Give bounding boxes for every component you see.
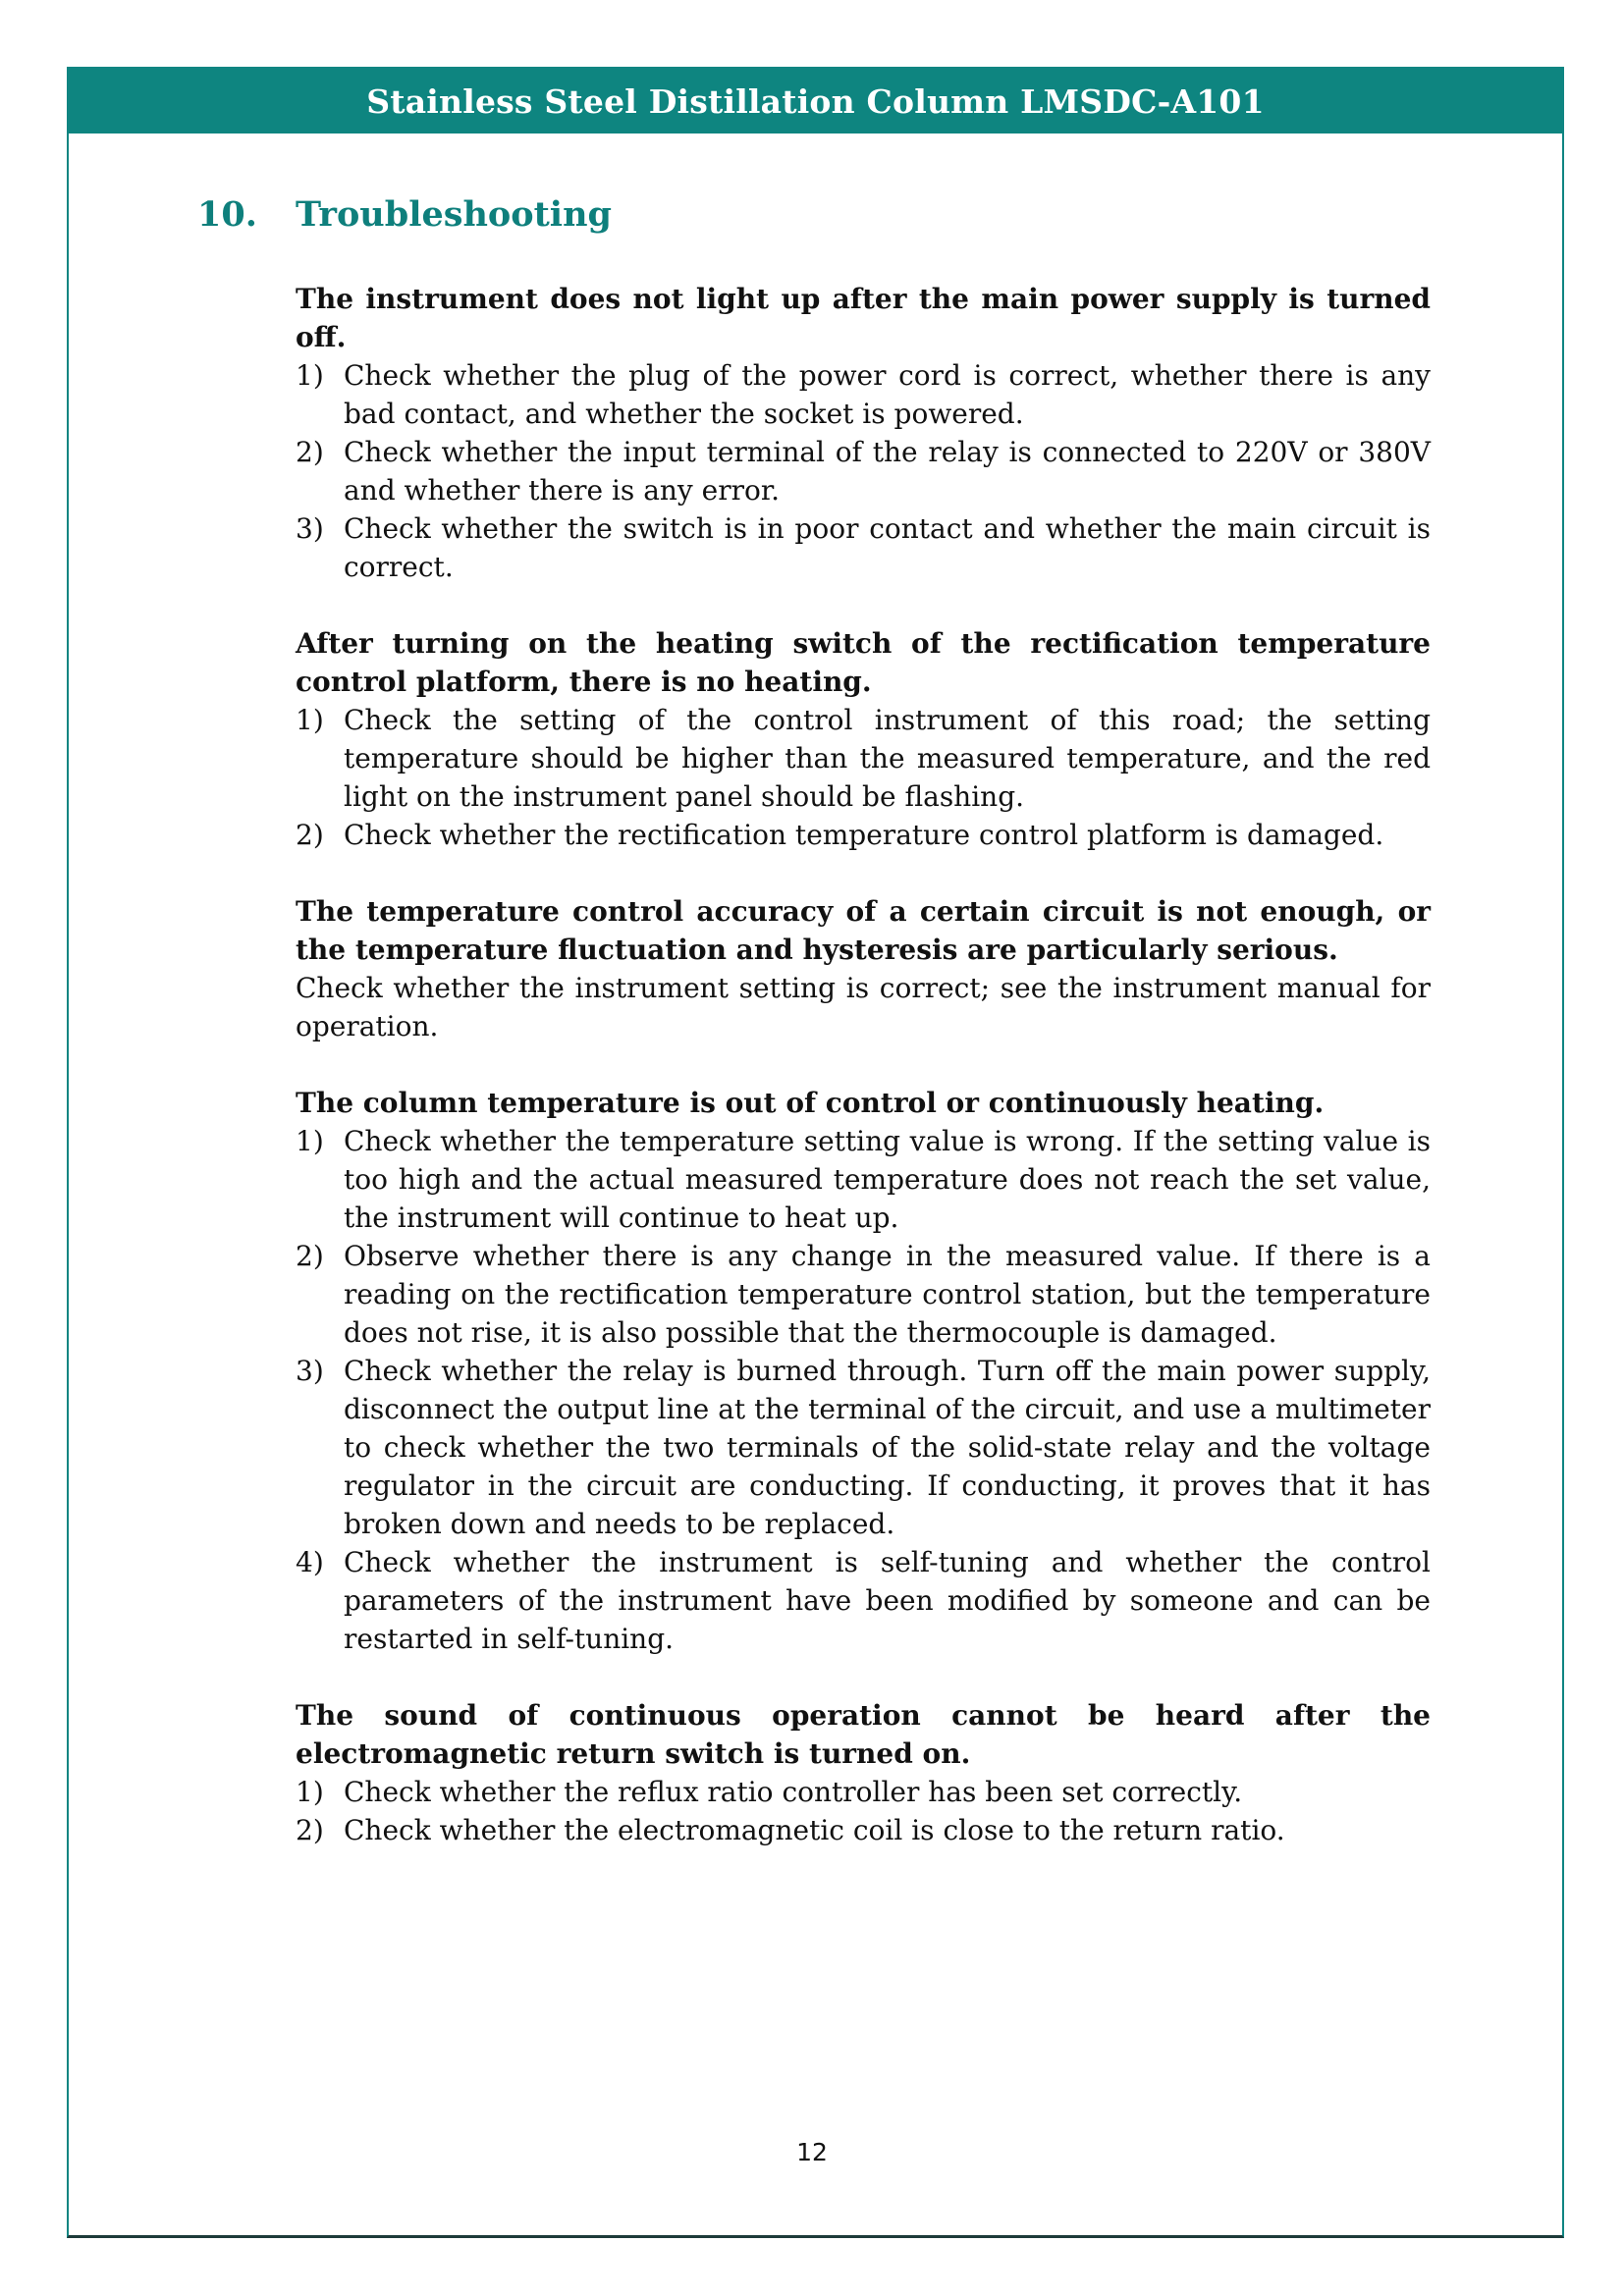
item-number: 2) — [296, 1814, 324, 1846]
problem-block — [296, 1696, 1431, 1849]
list-item — [296, 1237, 1431, 1352]
item-text: Check whether the temperature setting value is wrong. If the setting value is too high and the actual measured temperature does not reach the set value, the instrument will continue to heat up. — [344, 1125, 1431, 1234]
section-number: 10. — [197, 194, 257, 235]
item-text: Check whether the instrument is self-tuning and whether the control parameters of the instrument have been modified by someone and can be restarted in self-tuning. — [344, 1546, 1431, 1655]
item-text: Check whether the input terminal of the relay is connected to 220V or 380V and whether there is any error. — [344, 436, 1431, 507]
list-item — [296, 509, 1431, 586]
list-item — [296, 1122, 1431, 1237]
problem-block — [296, 280, 1431, 586]
problem-title-line: The sound of continuous operation cannot be heard after the — [296, 1699, 1431, 1732]
problem-block — [296, 892, 1431, 1045]
problem-block — [296, 624, 1431, 854]
page-number: 12 — [796, 2138, 828, 2166]
problem-block — [296, 1084, 1431, 1658]
item-text: Check the setting of the control instrument of this road; the setting temperature should be higher than the measured temperature, and the red light on the instrument panel should be flashing. — [344, 704, 1431, 813]
problem-title-line: electromagnetic return switch is turned on. — [296, 1737, 971, 1770]
section-title: Troubleshooting — [296, 194, 612, 235]
list-item — [296, 433, 1431, 509]
item-number: 1) — [296, 1125, 324, 1157]
list-item — [296, 701, 1431, 816]
problem-title: The temperature control accuracy of a certain circuit is not enough, or the temperature fluctuation and hysteresis are particularly serious. — [296, 895, 1431, 966]
list-item — [296, 1811, 1431, 1849]
item-number: 3) — [296, 1355, 324, 1387]
item-text: Check whether the plug of the power cord is correct, whether there is any bad contact, and whether the socket is powered. — [344, 359, 1431, 430]
item-number: 2) — [296, 819, 324, 851]
item-text: Check whether the relay is burned through. Turn off the main power supply, disconnect the output line at the terminal of the circuit, and use a multimeter to check whether the two terminals of the solid-state relay and the voltage regulator in the circuit are conducting. If conducting, it proves that it has broken down and needs to be replaced. — [344, 1355, 1431, 1540]
item-number: 1) — [296, 1776, 324, 1808]
list-item — [296, 816, 1431, 854]
item-text: Check whether the electromagnetic coil is close to the return ratio. — [344, 1814, 1285, 1846]
item-number: 4) — [296, 1546, 324, 1578]
troubleshooting-content — [296, 280, 1431, 1888]
item-text: Observe whether there is any change in the measured value. If there is a reading on the rectification temperature control station, but the temperature does not rise, it is also possible that the thermocouple is damaged. — [344, 1240, 1431, 1349]
document-title: Stainless Steel Distillation Column LMSDC-A101 — [366, 81, 1265, 121]
problem-title: The instrument does not light up after the main power supply is turned off. — [296, 283, 1431, 353]
item-text: Check whether the rectification temperature control platform is damaged. — [344, 819, 1384, 851]
problem-title: The column temperature is out of control or continuously heating. — [296, 1087, 1325, 1119]
item-number: 1) — [296, 704, 324, 736]
list-item — [296, 1773, 1431, 1811]
section-heading — [197, 194, 612, 235]
item-number: 3) — [296, 512, 324, 545]
problem-solution-text: Check whether the instrument setting is correct; see the instrument manual for operation. — [296, 972, 1431, 1042]
problem-title: After turning on the heating switch of the rectification temperature control platform, there is no heating. — [296, 627, 1431, 698]
list-item — [296, 1543, 1431, 1658]
item-number: 2) — [296, 1240, 324, 1272]
list-item — [296, 356, 1431, 433]
item-text: Check whether the reflux ratio controller has been set correctly. — [344, 1776, 1243, 1808]
item-text: Check whether the switch is in poor contact and whether the main circuit is correct. — [344, 512, 1431, 583]
item-number: 1) — [296, 359, 324, 392]
item-number: 2) — [296, 436, 324, 468]
list-item — [296, 1352, 1431, 1543]
document-header — [69, 69, 1562, 133]
